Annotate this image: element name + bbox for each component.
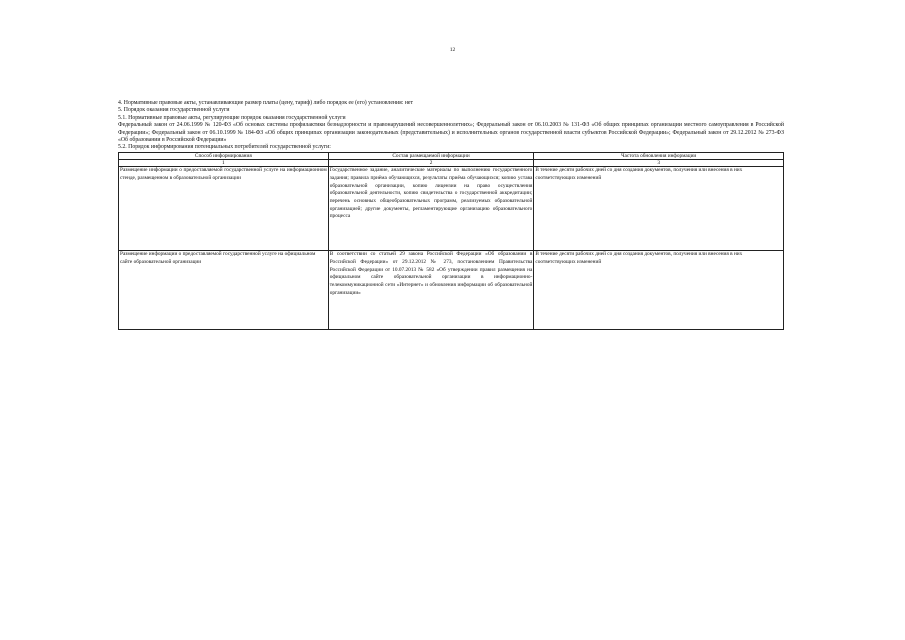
column-number-3: 3 (534, 160, 784, 167)
cell-method: Размещение информации о предоставляемой государственной услуге на официальном сайте образовательной организации (119, 251, 329, 330)
paragraph-regulatory-acts-list: Федеральный закон от 24.06.1999 № 120-ФЗ «Об основах системы профилактики безнадзорности и правонарушений несовершеннолетних»; Федеральный закон от 06.10.2003 № 131-ФЗ «Об общих принципах организации местного самоуправления в Российской Федерации»; Федеральный закон от 06.10.1999 № 184-ФЗ «Об общих принципах организации законодательных (представительных) и исполнительных органов государственной власти субъектов Российской Федерации»; Федеральный закон от 29.12.2012 № 273-ФЗ «Об образовании в Российской Федерации» (118, 122, 784, 144)
table-number-row (119, 160, 784, 167)
header-frequency: Частота обновления информации (534, 152, 784, 159)
header-content: Состав размещаемой информации (328, 152, 534, 159)
informing-table (118, 152, 784, 330)
column-number-2: 2 (328, 160, 534, 167)
table-header-row (119, 152, 784, 159)
cell-frequency: В течение десяти рабочих дней со дня создания документов, получения или внесения в них соответствующих изменений (534, 167, 784, 251)
page-number: 12 (449, 47, 456, 53)
document-body (118, 100, 784, 330)
paragraph-payment-acts: 4. Нормативные правовые акты, устанавливающие размер платы (цену, тариф) либо порядок ее (его) установления: нет (118, 100, 414, 106)
cell-method: Размещение информации о предоставляемой государственной услуге на информационном стенде, размещенном в образовательной организации (119, 167, 329, 251)
paragraph-informing-heading: 5.2. Порядок информирования потенциальных потребителей государственной услуги: (118, 144, 331, 151)
paragraph-service-procedure: 5. Порядок оказания государственной услуги (118, 107, 230, 114)
header-method: Способ информирования (119, 152, 329, 159)
cell-content: Государственное задание, аналитические материалы по выполнению государственного задания; правила приёма обучающихся, результаты приёма обучающихся; копию устава образовательной организации, копию лицензии на право осуществления образовательной деятельности, копию свидетельства о государственной аккредитации; перечень основных общеобразовательных программ, реализуемых образовательной организацией; другие документы, регламентирующие организацию образовательного процесса (328, 167, 534, 251)
table-row (119, 167, 784, 251)
paragraph-regulatory-acts-heading: 5.1. Нормативные правовые акты, регулирующие порядок оказания государственной услуги (118, 114, 346, 121)
column-number-1: 1 (119, 160, 329, 167)
cell-content: В соответствии со статьей 29 закона Российской Федерации «Об образовании в Российской Федерации» от 29.12.2012 № 273, постановлением Правительства Российской Федерации от 10.07.2013 № 582 «Об утверждении правил размещения на официальном сайте образовательной организации в информационно-телекоммуникационной сети «Интернет» и обновления информации об образовательной организации» (328, 251, 534, 330)
cell-frequency: В течение десяти рабочих дней со дня создания документов, получения или внесения в них соответствующих изменений (534, 251, 784, 330)
table-row (119, 251, 784, 330)
